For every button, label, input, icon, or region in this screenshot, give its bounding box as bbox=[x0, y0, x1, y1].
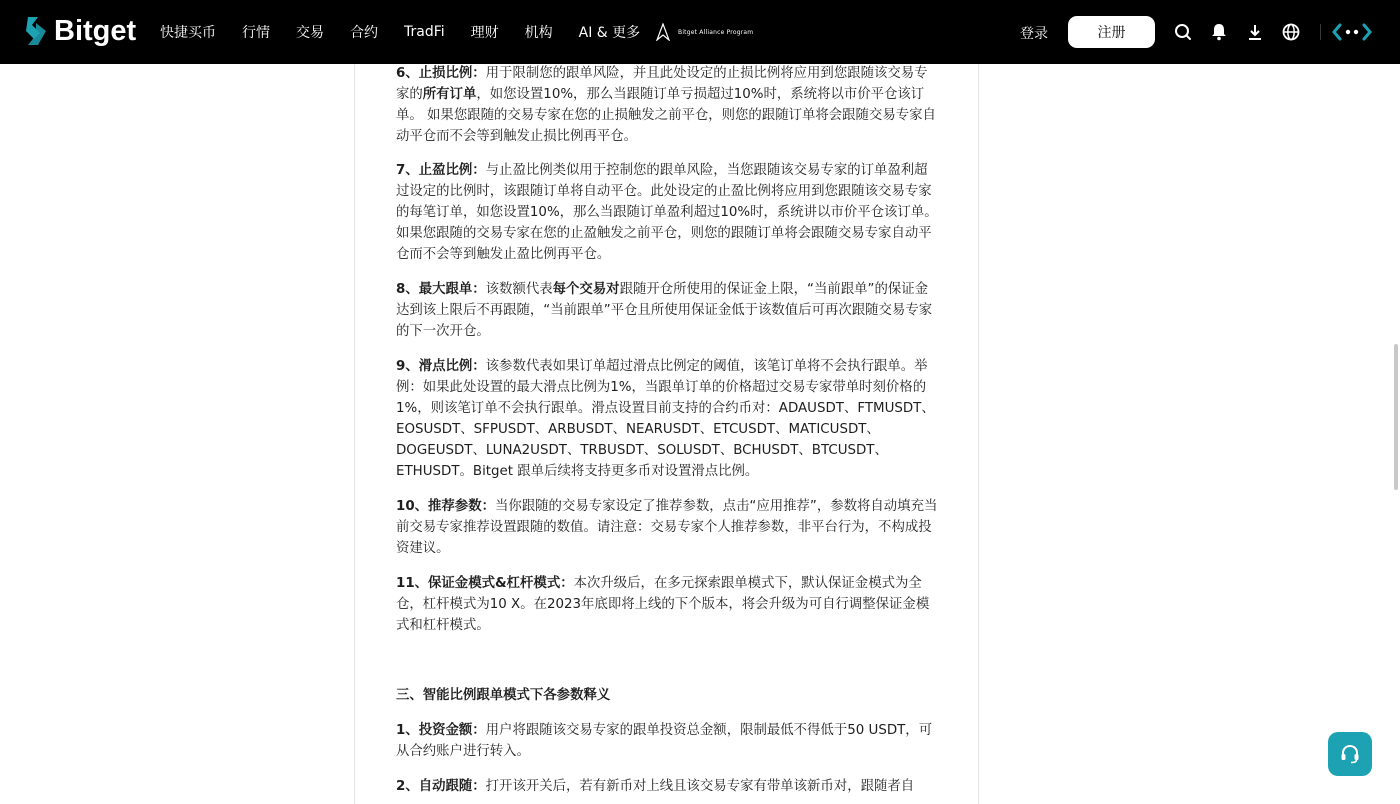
nav-futures[interactable]: 合约 bbox=[350, 25, 378, 41]
stop-loss-bold: 所有订单 bbox=[422, 87, 477, 102]
search-icon[interactable] bbox=[1173, 22, 1193, 42]
max-copy-text-2: 跟随开仓所使用的保证金上限，“当前跟单”的保证金达到该上限后不再跟随，“当前跟单”平仓且所使用保证金低于该数值后可再次跟随交易专家的下一次开仓。 bbox=[396, 282, 933, 339]
nav-institutional[interactable]: 机构 bbox=[524, 25, 553, 41]
stop-loss-text-2: ，如您设置10%，那么当跟随订单亏损超过10%时，系统将以市价平仓该订单。 如果您跟随的交易专家在您的止损触发之前平仓，则您的跟随订单将会跟随交易专家自动平仓而不会等到触发止损比例再平仓。 bbox=[396, 87, 936, 144]
nav-quick-buy[interactable]: 快捷买币 bbox=[160, 25, 216, 41]
alliance-logo-icon bbox=[656, 23, 670, 41]
globe-icon[interactable] bbox=[1281, 22, 1301, 42]
max-copy-label: 8、最大跟单： bbox=[396, 282, 486, 297]
take-profit-label: 7、止盈比例： bbox=[396, 163, 486, 178]
paragraph-take-profit bbox=[396, 160, 939, 265]
nav-tradfi[interactable]: TradFi bbox=[404, 24, 445, 40]
auto-follow-text: 打开该开关后，若有新币对上线且该交易专家有带单该新币对，跟随者自 bbox=[485, 779, 915, 794]
top-navigation-bar bbox=[0, 0, 1400, 64]
auto-follow-label: 2、自动跟随： bbox=[396, 779, 486, 794]
section-heading: 三、智能比例跟单模式下各参数释义 bbox=[396, 688, 611, 703]
stop-loss-text-1: 用于限制您的跟单风险，并且此处设定的止损比例将应用到您跟随该交易专家的 bbox=[396, 66, 928, 102]
brand-mark-icon[interactable] bbox=[1332, 22, 1372, 42]
investment-amount-text: 用户将跟随该交易专家的跟单投资总金额，限制最低不得低于50 USDT，可从合约账户进行转入。 bbox=[396, 723, 933, 759]
margin-leverage-label: 11、保证金模式&杠杆模式： bbox=[396, 576, 574, 591]
download-icon[interactable] bbox=[1245, 22, 1265, 42]
alliance-program-link[interactable] bbox=[656, 23, 753, 41]
header-divider bbox=[1320, 24, 1321, 40]
bell-icon[interactable] bbox=[1209, 22, 1229, 42]
customer-support-button[interactable] bbox=[1328, 732, 1372, 776]
take-profit-text: 与止盈比例类似用于控制您的跟单风险，当您跟随该交易专家的订单盈利超过设定的比例时，该跟随订单将自动平仓。此处设定的止盈比例将应用到您跟随该交易专家的每笔订单，如您设置10%，那么当跟随订单盈利超过10%时，系统讲以市价平仓该订单。如果您跟随的交易专家在您的止盈触发之前平仓，则您的跟随订单将会跟随交易专家自动平仓而不会等到触发止盈比例再平仓。 bbox=[396, 163, 938, 262]
nav-ai-more[interactable]: AI & 更多 bbox=[578, 25, 641, 41]
nav-trade[interactable]: 交易 bbox=[296, 25, 324, 41]
headset-icon bbox=[1339, 743, 1361, 765]
recommended-params-text: 当你跟随的交易专家设定了推荐参数，点击“应用推荐”，参数将自动填充当前交易专家推荐设置跟随的数值。请注意：交易专家个人推荐参数，非平台行为，不构成投资建议。 bbox=[396, 499, 938, 556]
paragraph-investment-amount bbox=[396, 720, 939, 762]
brand-name: Bitget bbox=[54, 15, 137, 47]
stop-loss-label: 6、止损比例： bbox=[396, 66, 486, 81]
investment-amount-label: 1、投资金额： bbox=[396, 723, 486, 738]
alliance-program-label: Bitget Alliance Program bbox=[678, 28, 754, 36]
max-copy-bold: 每个交易对 bbox=[552, 282, 620, 297]
margin-leverage-text: 本次升级后，在多元探索跟单模式下，默认保证金模式为全仓，杠杆模式为10 X。在2023年底即将上线的下个版本，将会升级为可自行调整保证金模式和杠杆模式。 bbox=[396, 576, 930, 633]
slippage-text: 该参数代表如果订单超过滑点比例定的阈值，该笔订单将不会执行跟单。举例：如果此处设置的最大滑点比例为1%，当跟单订单的价格超过交易专家带单时刻价格的1%，则该笔订单不会执行跟单。滑点设置目前支持的合约币对：ADAUSDT、FTMUSDT、EOSUSDT、SFPUSDT、ARBUSDT、NEARUSDT、ETCUSDT、MATICUSDT、DOGEUSDT、LUNA2USDT、TRBUSDT、SOLUSDT、BCHUSDT、BTCUSDT、ETHUSDT。Bitget 跟单后续将支持更多币对设置滑点比例。 bbox=[396, 359, 935, 479]
bitget-logo-icon bbox=[24, 15, 50, 47]
article-content bbox=[354, 64, 979, 804]
signup-button[interactable]: 注册 bbox=[1068, 16, 1155, 48]
bitget-logo[interactable] bbox=[24, 14, 136, 48]
paragraph-stop-loss bbox=[396, 63, 939, 147]
login-button[interactable]: 登录 bbox=[1020, 26, 1048, 42]
paragraph-recommended-params bbox=[396, 496, 939, 559]
paragraph-max-copy bbox=[396, 279, 939, 342]
nav-earn[interactable]: 理财 bbox=[470, 25, 499, 41]
paragraph-auto-follow bbox=[396, 776, 939, 797]
page-scrollbar[interactable] bbox=[1394, 344, 1398, 490]
slippage-label: 9、滑点比例： bbox=[396, 359, 486, 374]
max-copy-text-1: 该数额代表 bbox=[485, 282, 553, 297]
nav-markets[interactable]: 行情 bbox=[242, 25, 270, 41]
paragraph-slippage bbox=[396, 356, 939, 482]
recommended-params-label: 10、推荐参数： bbox=[396, 499, 495, 514]
main-nav bbox=[160, 0, 666, 64]
paragraph-margin-leverage bbox=[396, 573, 939, 636]
